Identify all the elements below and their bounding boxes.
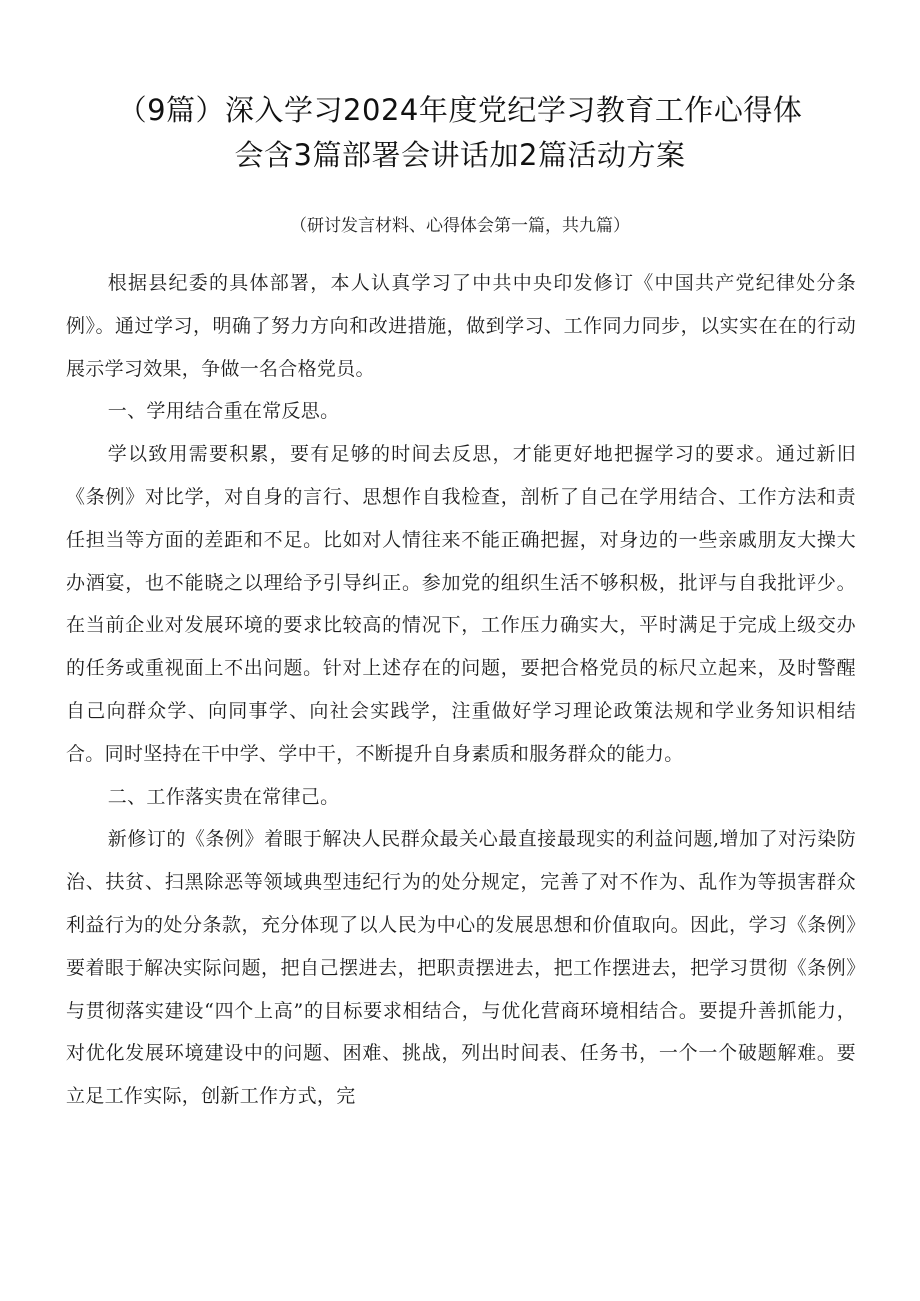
paragraph-section-2: 新修订的《条例》着眼于解决人民群众最关心最直接最现实的利益问题,增加了对污染防治、扶贫、扫黑除恶等领域典型违纪行为的处分规定，完善了对不作为、乱作为等损害群众利益行为的处分条款，充分体现了以人民为中心的发展思想和价值取向。因此，学习《条例》要着眼于解决实际问题，把自己摆进去，把职责摆进去，把工作摆进去，把学习贯彻《条例》与贯彻落实建设“四个上高”的目标要求相结合，与优化营商环境相结合。要提升善抓能力，对优化发展环境建设中的问题、困难、挑战，列出时间表、任务书，一个一个破题解难。要立足工作实际，创新工作方式，完: [66, 828, 856, 1108]
section-heading-2: 二、工作落实贵在常律己。: [107, 785, 340, 808]
paragraph-intro: 根据县纪委的具体部署，本人认真学习了中共中央印发修订《中国共产党纪律处分条例》。通过学习，明确了努力方向和改进措施，做到学习、工作同力同步，以实实在在的行动展示学习效果，争做一名合格党员。: [66, 272, 856, 380]
document-body: [66, 262, 856, 1118]
title-line-2: 会含3篇部署会讲话加2篇活动方案: [234, 138, 686, 172]
title-line-1: （9篇）深入学习2024年度党纪学习教育工作心得体: [117, 93, 803, 127]
document-title: [60, 88, 860, 178]
paragraph-section-1: 学以致用需要积累，要有足够的时间去反思，才能更好地把握学习的要求。通过新旧《条例》对比学，对自身的言行、思想作自我检查，剖析了自己在学用结合、工作方法和责任担当等方面的差距和不足。比如对人情往来不能正确把握，对身边的一些亲戚朋友大操大办酒宴，也不能晓之以理给予引导纠正。参加党的组织生活不够积极，批评与自我批评少。在当前企业对发展环境的要求比较高的情况下，工作压力确实大，平时满足于完成上级交办的任务或重视面上不出问题。针对上述存在的问题，要把合格党员的标尺立起来，及时警醒自己向群众学、向同事学、向社会实践学，注重做好学习理论政策法规和学业务知识相结合。同时坚持在干中学、学中干，不断提升自身素质和服务群众的能力。: [66, 443, 856, 765]
section-heading-1: 一、学用结合重在常反思。: [107, 400, 340, 423]
document-subtitle: （研讨发言材料、心得体会第一篇，共九篇）: [290, 216, 630, 236]
